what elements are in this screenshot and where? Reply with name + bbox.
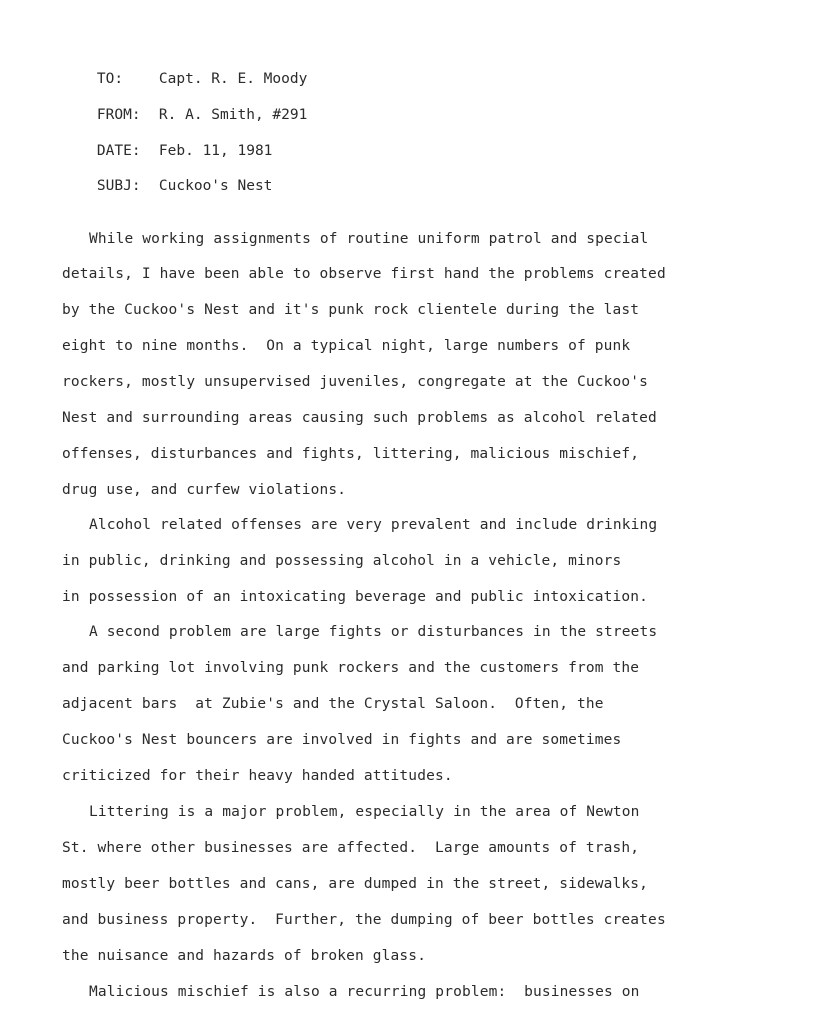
body-line: Alcohol related offenses are very prevalent and include drinking — [89, 517, 658, 533]
body-line: in possession of an intoxicating beverage and public intoxication. — [62, 589, 649, 605]
to-value: Capt. R. E. Moody — [158, 71, 308, 87]
date-label: DATE: — [96, 143, 141, 159]
subject-label: SUBJ: — [96, 178, 141, 194]
subject-value: Cuckoo's Nest — [158, 178, 273, 194]
body-line: and business property. Further, the dumping of beer bottles creates — [62, 912, 666, 928]
body-line: eight to nine months. On a typical night, large numbers of punk — [62, 338, 631, 354]
body-line: Nest and surrounding areas causing such problems as alcohol related — [62, 410, 657, 426]
body-line: details, I have been able to observe first hand the problems created — [62, 266, 666, 282]
body-line: A second problem are large fights or disturbances in the streets — [89, 624, 658, 640]
body-line: in public, drinking and possessing alcohol in a vehicle, minors — [62, 553, 622, 569]
body-line: While working assignments of routine uniform patrol and special — [89, 231, 649, 247]
body-line: adjacent bars at Zubie's and the Crystal Saloon. Often, the — [62, 696, 604, 712]
body-line: St. where other businesses are affected. Large amounts of trash, — [62, 840, 640, 856]
body-line: mostly beer bottles and cans, are dumped in the street, sidewalks, — [62, 876, 649, 892]
body-line: Malicious mischief is also a recurring problem: businesses on — [89, 984, 640, 1000]
body-line: offenses, disturbances and fights, littering, malicious mischief, — [62, 446, 640, 462]
body-line: criticized for their heavy handed attitudes. — [62, 768, 453, 784]
from-label: FROM: — [96, 107, 141, 123]
date-value: Feb. 11, 1981 — [158, 143, 273, 159]
body-line: Cuckoo's Nest bouncers are involved in fights and are sometimes — [62, 732, 622, 748]
body-line: the nuisance and hazards of broken glass. — [62, 948, 427, 964]
body-line: drug use, and curfew violations. — [62, 482, 347, 498]
from-value: R. A. Smith, #291 — [158, 107, 308, 123]
body-line: rockers, mostly unsupervised juveniles, congregate at the Cuckoo's — [62, 374, 649, 390]
body-line: by the Cuckoo's Nest and it's punk rock clientele during the last — [62, 302, 640, 318]
body-line: Littering is a major problem, especially in the area of Newton — [89, 804, 640, 820]
body-line: and parking lot involving punk rockers and the customers from the — [62, 660, 640, 676]
memo-subject-row — [62, 159, 272, 213]
to-label: TO: — [96, 71, 124, 87]
